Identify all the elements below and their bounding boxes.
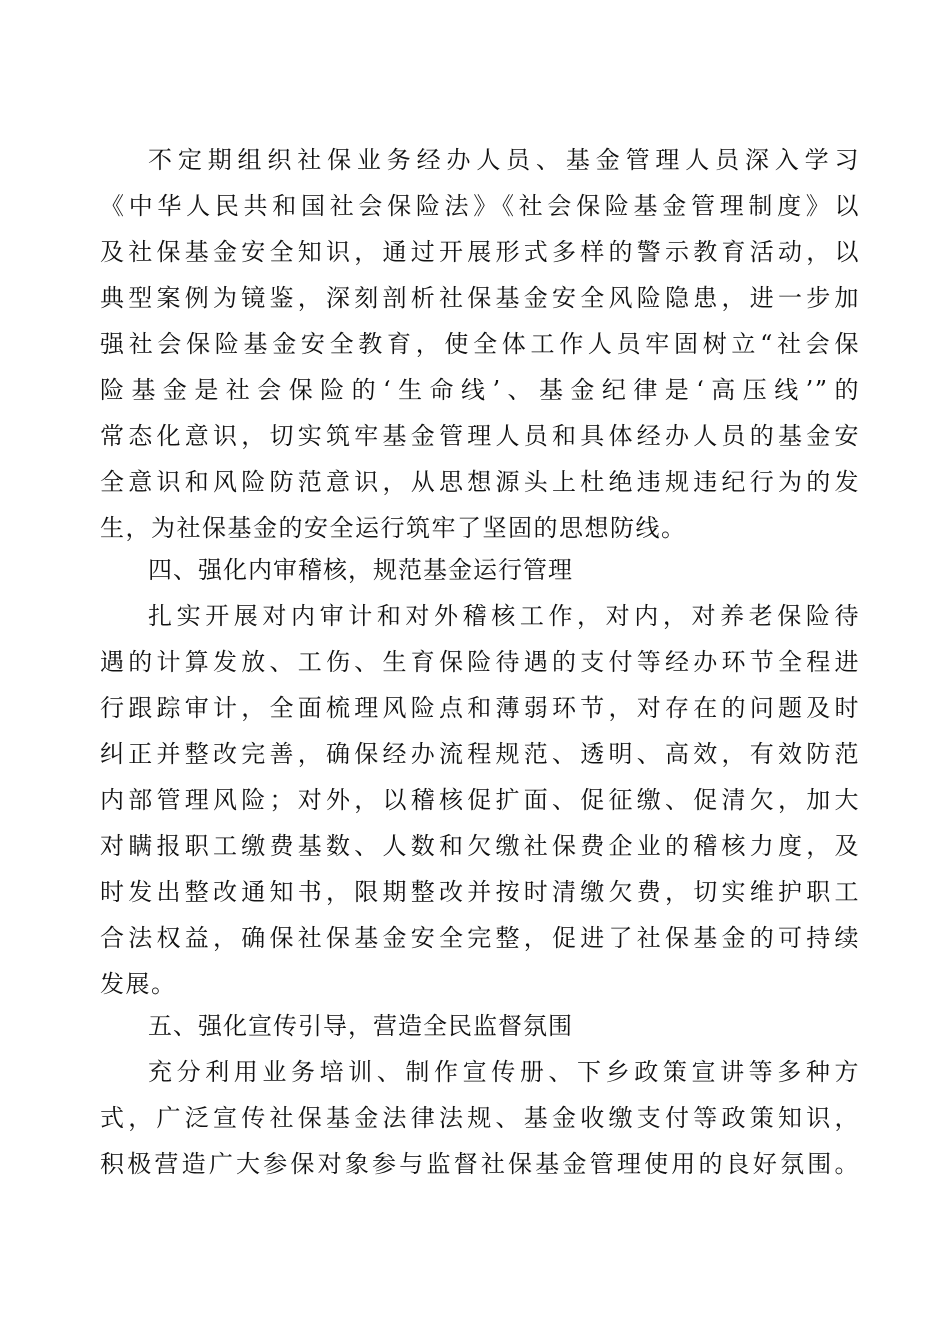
paragraph-1-line-7: 常态化意识，切实筑牢基金管理人员和具体经办人员的基金安 (100, 422, 860, 450)
paragraph-1-line-3: 及社保基金安全知识，通过开展形式多样的警示教育活动，以 (100, 238, 860, 266)
section-4-line-1: 扎实开展对内审计和对外稽核工作，对内，对养老保险待 (148, 602, 860, 630)
section-4-heading: 四、强化内审稽核，规范基金运行管理 (148, 556, 573, 584)
section-4-line-6: 对瞒报职工缴费基数、人数和欠缴社保费企业的稽核力度，及 (100, 832, 860, 860)
section-5-line-3: 积极营造广大参保对象参与监督社保基金管理使用的良好氛围。 (100, 1150, 860, 1178)
paragraph-1-line-2: 《中华人民共和国社会保险法》《社会保险基金管理制度》以 (100, 192, 860, 220)
section-5-heading: 五、强化宣传引导，营造全民监督氛围 (148, 1012, 573, 1040)
paragraph-1-line-4: 典型案例为镜鉴，深刻剖析社保基金安全风险隐患，进一步加 (100, 284, 860, 312)
section-4-line-3: 行跟踪审计，全面梳理风险点和薄弱环节，对存在的问题及时 (100, 694, 860, 722)
paragraph-1-line-5: 强社会保险基金安全教育，使全体工作人员牢固树立“社会保 (100, 330, 860, 358)
section-5-line-2: 式，广泛宣传社保基金法律法规、基金收缴支付等政策知识， (100, 1104, 860, 1132)
section-4-line-4: 纠正并整改完善，确保经办流程规范、透明、高效，有效防范 (100, 740, 860, 768)
section-4-line-7: 时发出整改通知书，限期整改并按时清缴欠费，切实维护职工 (100, 878, 860, 906)
section-4-line-2: 遇的计算发放、工伤、生育保险待遇的支付等经办环节全程进 (100, 648, 860, 676)
section-5-line-1: 充分利用业务培训、制作宣传册、下乡政策宣讲等多种方 (148, 1058, 860, 1086)
section-4-line-5: 内部管理风险；对外，以稽核促扩面、促征缴、促清欠，加大 (100, 786, 860, 814)
paragraph-1-line-6: 险基金是社会保险的‘生命线’、基金纪律是‘高压线’”的 (100, 376, 860, 404)
paragraph-1-line-1: 不定期组织社保业务经办人员、基金管理人员深入学习 (148, 146, 860, 174)
section-4-line-9: 发展。 (100, 970, 177, 998)
paragraph-1-line-9: 生，为社保基金的安全运行筑牢了坚固的思想防线。 (100, 514, 687, 542)
section-4-line-8: 合法权益，确保社保基金安全完整，促进了社保基金的可持续 (100, 924, 860, 952)
paragraph-1-line-8: 全意识和风险防范意识，从思想源头上杜绝违规违纪行为的发 (100, 468, 860, 496)
